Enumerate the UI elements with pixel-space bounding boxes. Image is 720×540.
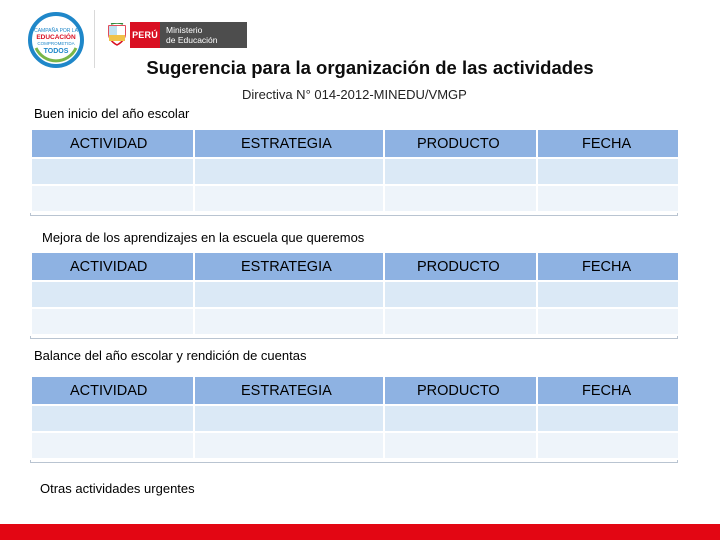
table-cell[interactable] <box>537 308 679 335</box>
table-cell[interactable] <box>31 432 194 459</box>
section-label-mejora: Mejora de los aprendizajes en la escuela que queremos <box>42 230 365 245</box>
page-subtitle: Directiva N° 014-2012-MINEDU/VMGP <box>242 87 467 102</box>
svg-text:COMPROMETIDA: COMPROMETIDA <box>37 41 75 46</box>
table-cell[interactable] <box>194 158 384 185</box>
table-header-row <box>31 129 679 158</box>
ministry-line-2: de Educación <box>166 35 218 45</box>
table-cell[interactable] <box>194 308 384 335</box>
column-header-fecha: FECHA <box>537 376 679 405</box>
footer-bar <box>0 524 720 540</box>
svg-text:CAMPAÑA POR LA: CAMPAÑA POR LA <box>34 28 78 34</box>
column-header-producto: PRODUCTO <box>384 129 537 158</box>
column-header-actividad: ACTIVIDAD <box>31 252 194 281</box>
table-cell[interactable] <box>384 308 537 335</box>
table-row <box>31 432 679 459</box>
column-header-estrategia: ESTRATEGIA <box>194 129 384 158</box>
table-row <box>31 158 679 185</box>
table-cell[interactable] <box>384 185 537 212</box>
column-header-actividad: ACTIVIDAD <box>31 129 194 158</box>
table-cell[interactable] <box>194 432 384 459</box>
table-cell[interactable] <box>384 432 537 459</box>
table-cell[interactable] <box>194 281 384 308</box>
coat-of-arms-icon <box>104 22 130 48</box>
activities-table-balance <box>30 375 680 460</box>
ministry-label <box>160 22 247 48</box>
table-row <box>31 281 679 308</box>
column-header-estrategia: ESTRATEGIA <box>194 252 384 281</box>
ministry-logo <box>104 22 247 48</box>
column-header-producto: PRODUCTO <box>384 376 537 405</box>
table-cell[interactable] <box>537 405 679 432</box>
table-cell[interactable] <box>384 405 537 432</box>
peru-label: PERÚ <box>130 22 160 48</box>
table-row <box>31 308 679 335</box>
table-cell[interactable] <box>537 185 679 212</box>
table-cell[interactable] <box>31 308 194 335</box>
table-header-row <box>31 252 679 281</box>
section-label-buen-inicio: Buen inicio del año escolar <box>34 106 190 121</box>
activities-table-buen-inicio <box>30 128 680 213</box>
table-row <box>31 185 679 212</box>
column-header-actividad: ACTIVIDAD <box>31 376 194 405</box>
table-cell[interactable] <box>384 281 537 308</box>
svg-text:EDUCACIÓN: EDUCACIÓN <box>36 34 76 41</box>
column-header-fecha: FECHA <box>537 252 679 281</box>
svg-text:TODOS: TODOS <box>43 48 69 55</box>
column-header-estrategia: ESTRATEGIA <box>194 376 384 405</box>
column-header-fecha: FECHA <box>537 129 679 158</box>
table-cell[interactable] <box>31 281 194 308</box>
ministry-line-1: Ministerio <box>166 25 203 35</box>
table-cell[interactable] <box>537 158 679 185</box>
table-cell[interactable] <box>31 158 194 185</box>
activities-table-mejora <box>30 251 680 336</box>
table-cell[interactable] <box>31 185 194 212</box>
section-label-balance: Balance del año escolar y rendición de cuentas <box>34 348 307 363</box>
table-cell[interactable] <box>31 405 194 432</box>
section-label-otras: Otras actividades urgentes <box>40 481 195 496</box>
table-row <box>31 405 679 432</box>
table-cell[interactable] <box>384 158 537 185</box>
table-header-row <box>31 376 679 405</box>
table-cell[interactable] <box>537 432 679 459</box>
table-cell[interactable] <box>537 281 679 308</box>
table-cell[interactable] <box>194 185 384 212</box>
column-header-producto: PRODUCTO <box>384 252 537 281</box>
table-cell[interactable] <box>194 405 384 432</box>
page-title: Sugerencia para la organización de las actividades <box>146 57 594 78</box>
